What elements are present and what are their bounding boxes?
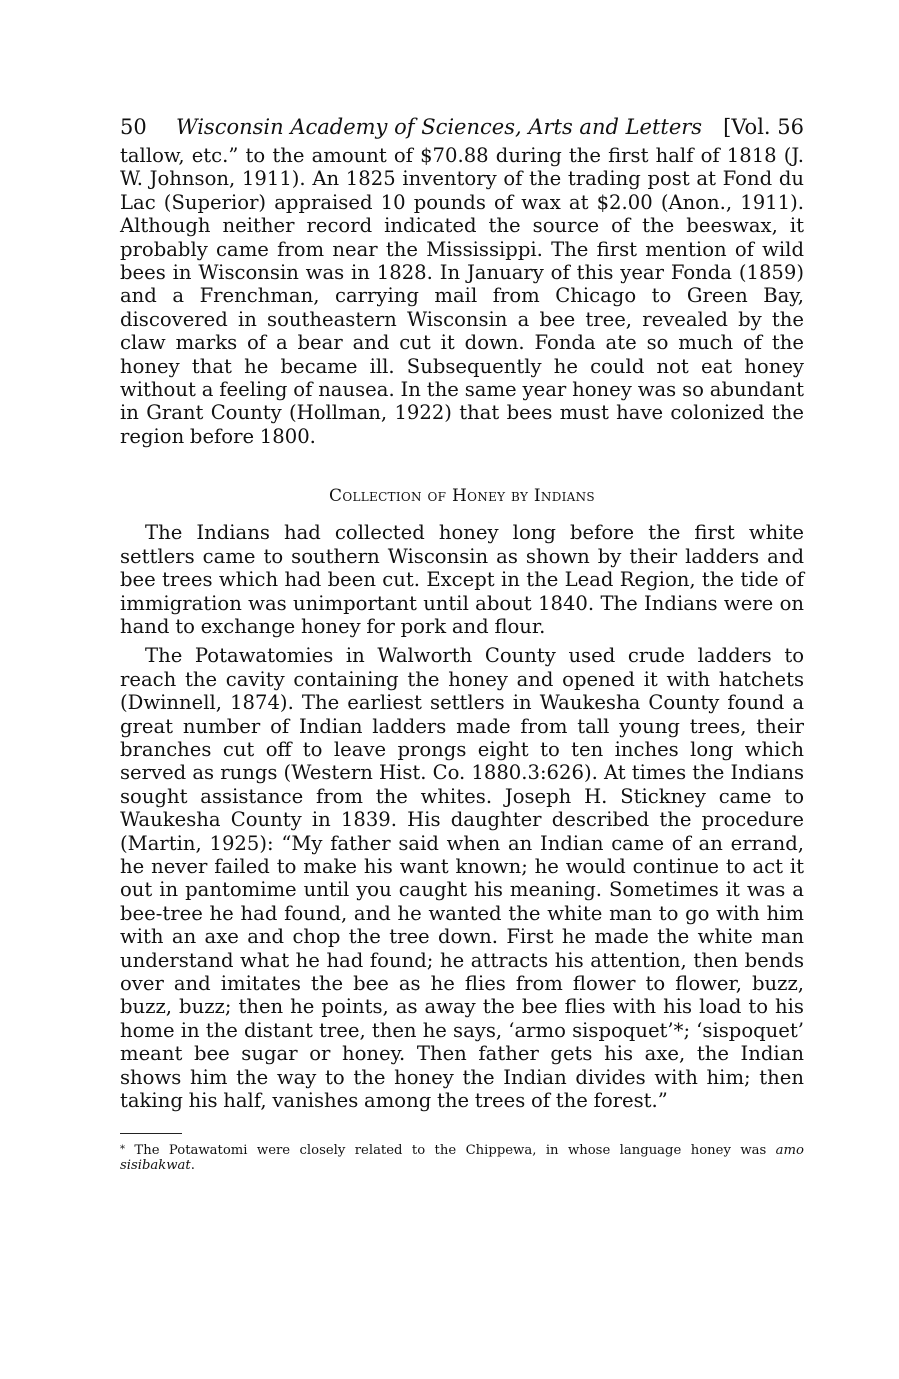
journal-title: Wisconsin Academy of Sciences, Arts and Letters bbox=[176, 115, 703, 139]
section-heading: Collection of Honey by Indians bbox=[329, 486, 595, 507]
footnote-italic-term: amo sisibakwat bbox=[120, 1143, 804, 1174]
page-number: 50 bbox=[120, 115, 147, 139]
footnote-marker: * bbox=[120, 1144, 125, 1156]
footnote-text: The Potawatomi were closely related to the Chippewa, in whose language honey was bbox=[134, 1143, 767, 1159]
paragraph-potawatomi-ladders: The Potawatomies in Walworth County used crude ladders to reach the cavity containing the honey and opened it with hatchets (Dwinnell, 1874). The earliest settlers in Waukesha County found a great number of Indian ladders made from tall young trees, their branches cut off to leave prongs eight to ten inches long which served as rungs (Western Hist. Co. 1880.3:626). At times the Indians sought assistance from the whites. Joseph H. Stickney came to Waukesha County in 1839. His daughter described the procedure (Martin, 1925): “My father said when an Indian came of an errand, he never failed to make his want known; he would continue to act it out in pantomime until you caught his meaning. Sometimes it was a bee-tree he had found, and he wanted the white man to go with him with an axe and chop the tree down. First he made the white man understand what he had found; he attracts his attention, then bends over and imitates the bee as he flies from flower to flower, buzz, buzz, buzz; then he points, as away the bee flies with his load to his home in the distant tree, then he says, ‘armo sispoquet’*; ‘sispoquet’ meant bee sugar or honey. Then father gets his axe, the Indian shows him the way to the honey the Indian divides with him; then taking his half, vanishes among the trees of the forest.” bbox=[120, 644, 804, 1113]
footnote bbox=[120, 1142, 804, 1173]
paragraph-indians-collected-honey: The Indians had collected honey long before the first white settlers came to southern Wisconsin as shown by their ladders and bee trees which had been cut. Except in the Lead Region, the tide of immigration was unimportant until about 1840. The Indians were on hand to exchange honey for pork and flour. bbox=[120, 521, 804, 638]
footnote-divider bbox=[120, 1133, 182, 1134]
volume-label: [Vol. 56 bbox=[723, 115, 804, 139]
running-head bbox=[120, 110, 804, 144]
page bbox=[120, 110, 804, 1173]
footnote-end: . bbox=[190, 1158, 195, 1174]
paragraph-beeswax-history: tallow, etc.” to the amount of $70.88 during the first half of 1818 (J. W. Johnson, 1911). An 1825 inventory of the trading post at Fond du Lac (Superior) appraised 10 pounds of wax at $2.00 (Anon., 1911). Although neither record indicated the source of the beeswax, it probably came from near the Mississippi. The first mention of wild bees in Wisconsin was in 1828. In January of this year Fonda (1859) and a Frenchman, carrying mail from Chicago to Green Bay, discovered in southeastern Wisconsin a bee tree, revealed by the claw marks of a bear and cut it down. Fonda ate so much of the honey that he became ill. Subsequently he could not eat honey without a feeling of nausea. In the same year honey was so abundant in Grant County (Hollman, 1922) that bees must have colonized the region before 1800. bbox=[120, 144, 804, 448]
